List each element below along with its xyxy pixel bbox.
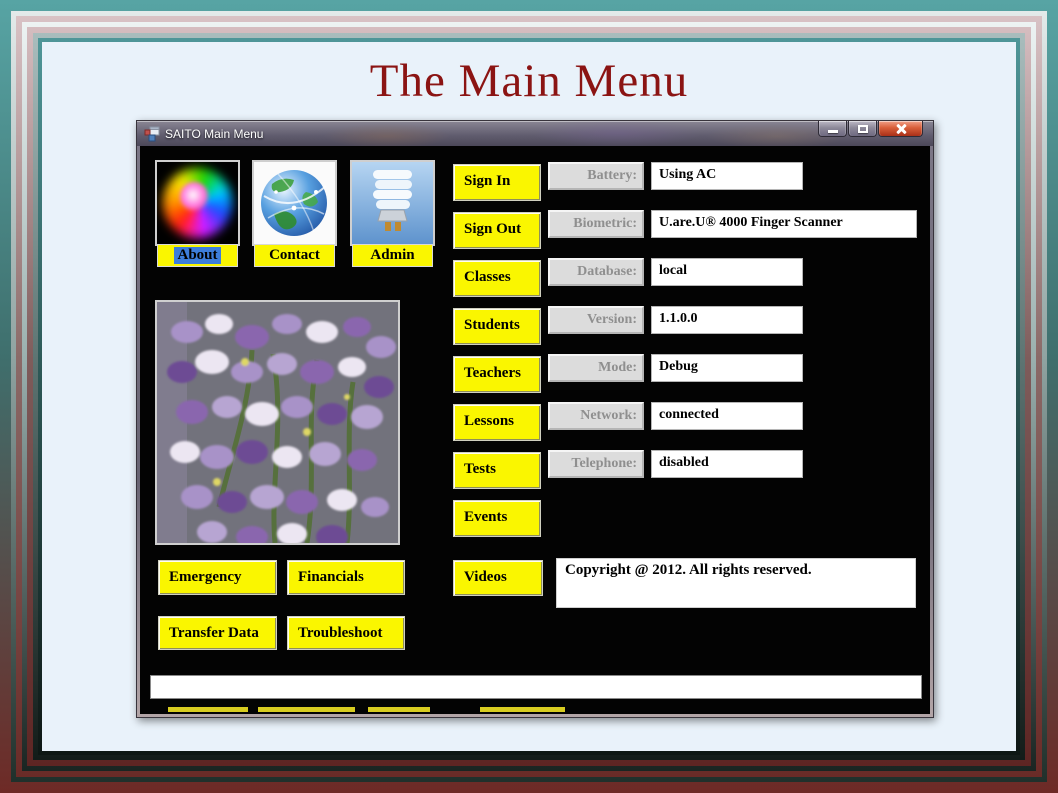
database-field[interactable]: local <box>651 258 803 286</box>
galaxy-swirl-image <box>157 162 238 244</box>
app-window <box>136 120 934 718</box>
admin-image-button[interactable] <box>350 160 435 246</box>
events-button[interactable]: Events <box>453 500 541 537</box>
emergency-button[interactable]: Emergency <box>158 560 277 595</box>
version-field[interactable]: 1.1.0.0 <box>651 306 803 334</box>
biometric-label: Biometric: <box>548 210 644 238</box>
sign-out-button[interactable]: Sign Out <box>453 212 541 249</box>
admin-label[interactable] <box>352 244 433 267</box>
maximize-icon <box>858 125 868 133</box>
status-bar <box>150 675 922 699</box>
admin-label-text: Admin <box>370 247 415 263</box>
clipped-button-strip <box>258 707 355 712</box>
clipped-button-strip <box>168 707 248 712</box>
maximize-button[interactable] <box>848 121 877 137</box>
globe-network-image <box>254 162 335 244</box>
videos-button[interactable]: Videos <box>453 560 543 596</box>
window-title: SAITO Main Menu <box>165 126 264 141</box>
classes-button[interactable]: Classes <box>453 260 541 297</box>
slide <box>42 42 1016 751</box>
contact-label-text: Contact <box>269 247 320 263</box>
telephone-label: Telephone: <box>548 450 644 478</box>
window-controls <box>817 121 923 137</box>
clipped-button-strip <box>368 707 430 712</box>
winforms-app-icon <box>144 126 160 142</box>
mode-label: Mode: <box>548 354 644 382</box>
database-label: Database: <box>548 258 644 286</box>
minimize-button[interactable] <box>818 121 847 137</box>
copyright-box: Copyright @ 2012. All rights reserved. <box>556 558 916 608</box>
network-field[interactable]: connected <box>651 402 803 430</box>
students-button[interactable]: Students <box>453 308 541 345</box>
window-client-area <box>140 146 930 714</box>
troubleshoot-button[interactable]: Troubleshoot <box>287 616 405 650</box>
mode-field[interactable]: Debug <box>651 354 803 382</box>
contact-image-button[interactable] <box>252 160 337 246</box>
transfer-data-button[interactable]: Transfer Data <box>158 616 277 650</box>
financials-button[interactable]: Financials <box>287 560 405 595</box>
about-label-text: About <box>174 247 220 264</box>
about-label[interactable] <box>157 244 238 267</box>
contact-label[interactable] <box>254 244 335 267</box>
network-label: Network: <box>548 402 644 430</box>
battery-field[interactable]: Using AC <box>651 162 803 190</box>
teachers-button[interactable]: Teachers <box>453 356 541 393</box>
wisteria-photo <box>155 300 400 545</box>
sign-in-button[interactable]: Sign In <box>453 164 541 201</box>
minimize-icon <box>828 130 838 133</box>
lessons-button[interactable]: Lessons <box>453 404 541 441</box>
about-image-button[interactable] <box>155 160 240 246</box>
tests-button[interactable]: Tests <box>453 452 541 489</box>
battery-label: Battery: <box>548 162 644 190</box>
version-label: Version: <box>548 306 644 334</box>
close-icon <box>895 124 907 134</box>
page-title: The Main Menu <box>369 55 689 107</box>
window-titlebar[interactable] <box>137 121 933 146</box>
telephone-field[interactable]: disabled <box>651 450 803 478</box>
cfl-bulb-image <box>352 162 433 244</box>
biometric-field[interactable]: U.are.U® 4000 Finger Scanner <box>651 210 917 238</box>
close-button[interactable] <box>878 121 923 137</box>
clipped-button-strip <box>480 707 565 712</box>
